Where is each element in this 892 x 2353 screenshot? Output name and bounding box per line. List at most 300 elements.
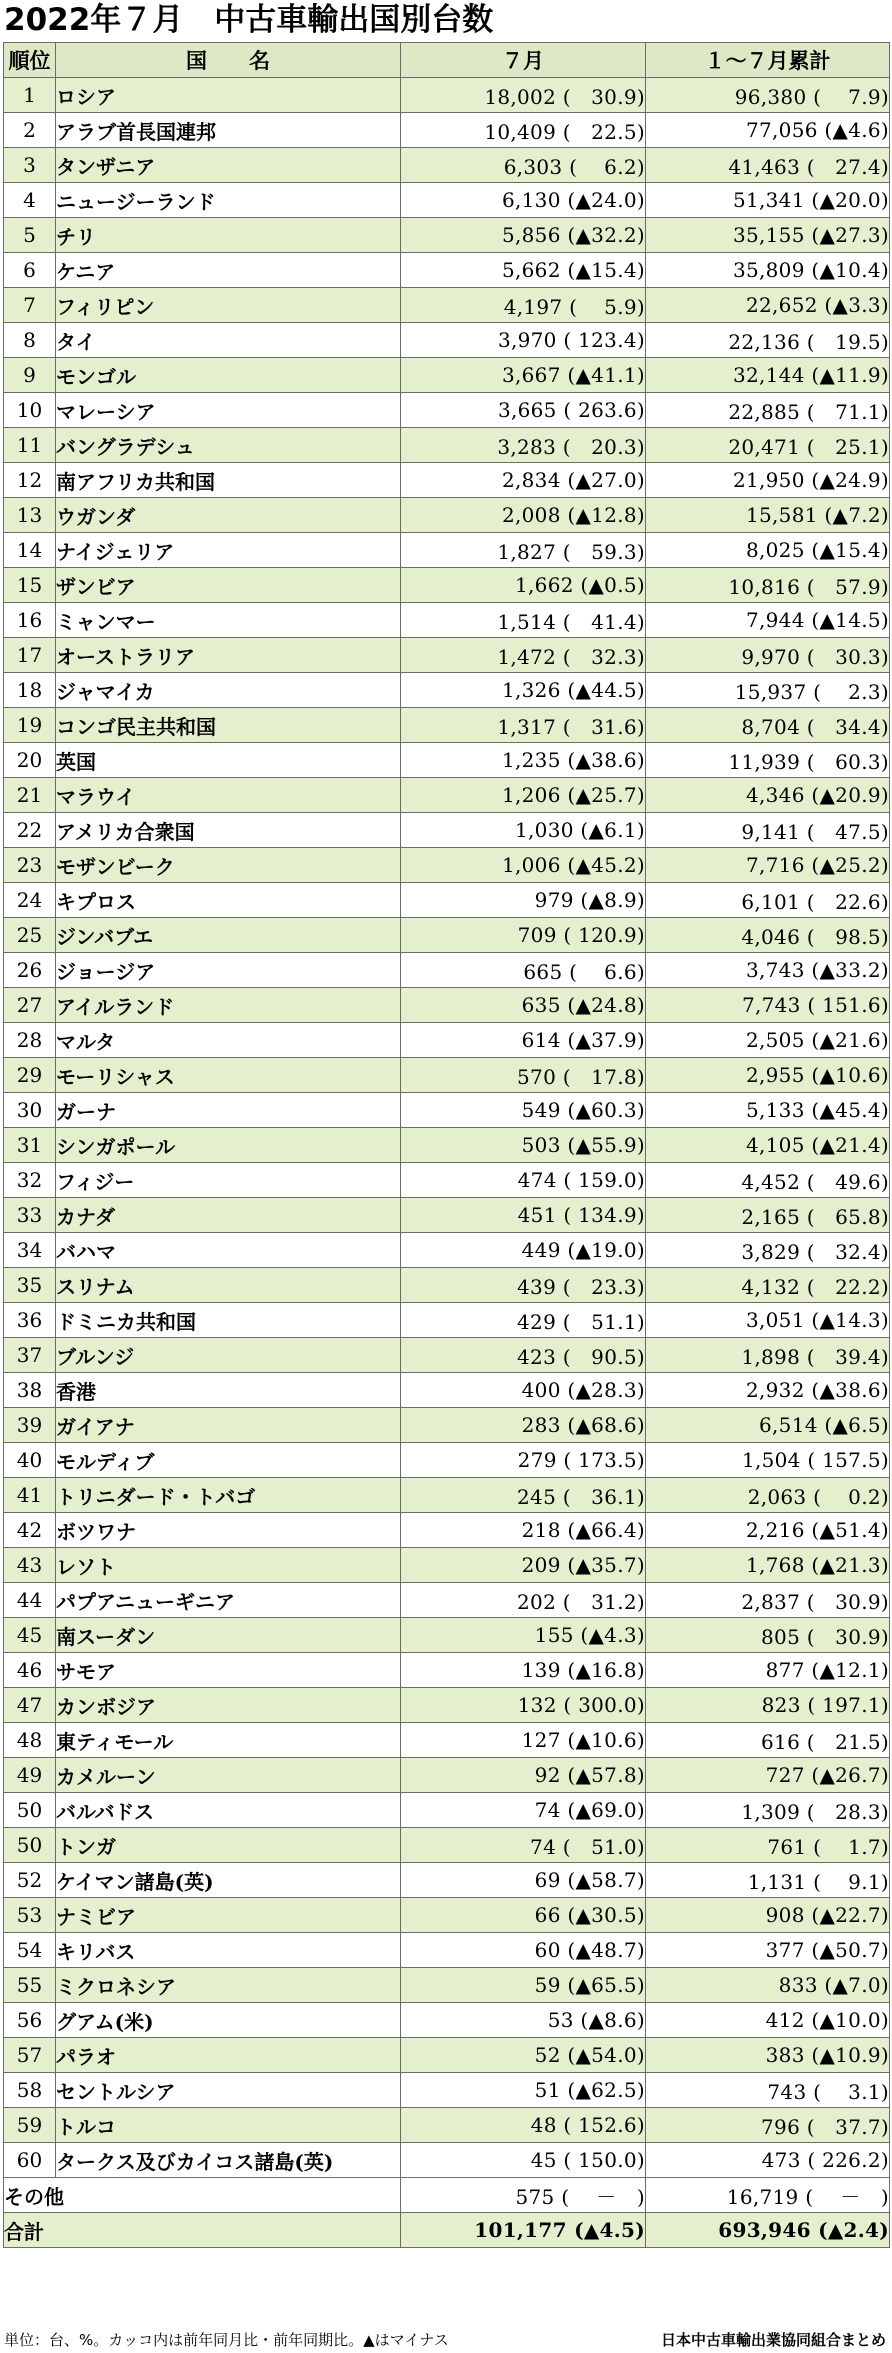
- cumulative-cell: 22,652 (▲3.3): [646, 288, 890, 323]
- rank-cell: 49: [4, 1758, 56, 1793]
- cumulative-cell: 727 (▲26.7): [646, 1758, 890, 1793]
- country-cell: ガーナ: [56, 1093, 401, 1128]
- rank-cell: 16: [4, 603, 56, 638]
- country-cell: カメルーン: [56, 1758, 401, 1793]
- table-row: [4, 568, 890, 603]
- country-cell: シンガポール: [56, 1128, 401, 1163]
- table-row: [4, 1513, 890, 1548]
- month-cell: 1,514 ( 41.4): [401, 603, 646, 638]
- country-cell: ウガンダ: [56, 498, 401, 533]
- country-cell: ナイジェリア: [56, 533, 401, 568]
- table-row: [4, 1233, 890, 1268]
- rank-cell: 59: [4, 2108, 56, 2143]
- month-cell: 1,827 ( 59.3): [401, 533, 646, 568]
- rank-cell: 13: [4, 498, 56, 533]
- table-row: [4, 988, 890, 1023]
- table-row: [4, 113, 890, 148]
- country-cell: モンゴル: [56, 358, 401, 393]
- rank-cell: 43: [4, 1548, 56, 1583]
- rank-cell: 55: [4, 1968, 56, 2003]
- month-cell: 51 (▲62.5): [401, 2073, 646, 2108]
- rank-cell: 1: [4, 78, 56, 113]
- country-cell: マラウイ: [56, 778, 401, 813]
- month-cell: 400 (▲28.3): [401, 1373, 646, 1408]
- month-cell: 218 (▲66.4): [401, 1513, 646, 1548]
- country-cell: ミャンマー: [56, 603, 401, 638]
- table-row: [4, 1828, 890, 1863]
- rank-cell: 56: [4, 2003, 56, 2038]
- rank-cell: 42: [4, 1513, 56, 1548]
- cumulative-cell: 41,463 ( 27.4): [646, 148, 890, 183]
- month-cell: 449 (▲19.0): [401, 1233, 646, 1268]
- rank-cell: 5: [4, 218, 56, 253]
- table-row: [4, 1723, 890, 1758]
- cumulative-cell: 473 ( 226.2): [646, 2143, 890, 2178]
- month-cell: 127 (▲10.6): [401, 1723, 646, 1758]
- table-row: [4, 1093, 890, 1128]
- month-cell: 69 (▲58.7): [401, 1863, 646, 1898]
- rank-cell: 48: [4, 1723, 56, 1758]
- cumulative-cell: 9,141 ( 47.5): [646, 813, 890, 848]
- rank-cell: 32: [4, 1163, 56, 1198]
- month-cell: 451 ( 134.9): [401, 1198, 646, 1233]
- rank-cell: 2: [4, 113, 56, 148]
- table-row: [4, 1863, 890, 1898]
- rank-cell: 14: [4, 533, 56, 568]
- rank-cell: 50: [4, 1793, 56, 1828]
- rank-cell: 40: [4, 1443, 56, 1478]
- country-cell: ジョージア: [56, 953, 401, 988]
- month-cell: 6,130 (▲24.0): [401, 183, 646, 218]
- country-cell: キリバス: [56, 1933, 401, 1968]
- table-row: [4, 1373, 890, 1408]
- month-cell: 1,472 ( 32.3): [401, 638, 646, 673]
- cumulative-cell: 805 ( 30.9): [646, 1618, 890, 1653]
- month-cell: 132 ( 300.0): [401, 1688, 646, 1723]
- month-cell: 423 ( 90.5): [401, 1338, 646, 1373]
- table-row: [4, 708, 890, 743]
- cumulative-cell: 2,063 ( 0.2): [646, 1478, 890, 1513]
- rank-cell: 39: [4, 1408, 56, 1443]
- others-row-cumulative: 16,719 ( － ): [646, 2178, 890, 2213]
- month-cell: 139 (▲16.8): [401, 1653, 646, 1688]
- table-row: [4, 1548, 890, 1583]
- table-row: [4, 743, 890, 778]
- month-cell: 570 ( 17.8): [401, 1058, 646, 1093]
- table-row: [4, 1058, 890, 1093]
- rank-cell: 26: [4, 953, 56, 988]
- cumulative-cell: 877 (▲12.1): [646, 1653, 890, 1688]
- rank-cell: 36: [4, 1303, 56, 1338]
- cumulative-cell: 8,704 ( 34.4): [646, 708, 890, 743]
- rank-cell: 7: [4, 288, 56, 323]
- country-cell: キプロス: [56, 883, 401, 918]
- country-cell: バングラデシュ: [56, 428, 401, 463]
- table-row: [4, 1478, 890, 1513]
- cumulative-cell: 1,898 ( 39.4): [646, 1338, 890, 1373]
- month-cell: 245 ( 36.1): [401, 1478, 646, 1513]
- country-cell: フィリピン: [56, 288, 401, 323]
- rank-cell: 50: [4, 1828, 56, 1863]
- cumulative-cell: 96,380 ( 7.9): [646, 78, 890, 113]
- table-row: [4, 1338, 890, 1373]
- table-row: [4, 183, 890, 218]
- table-row: [4, 883, 890, 918]
- country-cell: ジャマイカ: [56, 673, 401, 708]
- table-row: [4, 1758, 890, 1793]
- cumulative-cell: 1,768 (▲21.3): [646, 1548, 890, 1583]
- others-row-month: 575 ( － ): [401, 2178, 646, 2213]
- month-cell: 60 (▲48.7): [401, 1933, 646, 1968]
- rank-cell: 23: [4, 848, 56, 883]
- country-cell: バルバドス: [56, 1793, 401, 1828]
- cumulative-cell: 796 ( 37.7): [646, 2108, 890, 2143]
- country-cell: ミクロネシア: [56, 1968, 401, 2003]
- month-cell: 549 (▲60.3): [401, 1093, 646, 1128]
- cumulative-cell: 2,837 ( 30.9): [646, 1583, 890, 1618]
- table-body: [4, 78, 890, 2248]
- cumulative-cell: 11,939 ( 60.3): [646, 743, 890, 778]
- month-cell: 1,326 (▲44.5): [401, 673, 646, 708]
- rank-cell: 57: [4, 2038, 56, 2073]
- rank-cell: 44: [4, 1583, 56, 1618]
- table-row: [4, 288, 890, 323]
- month-cell: 52 (▲54.0): [401, 2038, 646, 2073]
- table-row: [4, 1968, 890, 2003]
- cumulative-cell: 761 ( 1.7): [646, 1828, 890, 1863]
- month-cell: 439 ( 23.3): [401, 1268, 646, 1303]
- month-cell: 4,197 ( 5.9): [401, 288, 646, 323]
- table-row: [4, 2073, 890, 2108]
- month-cell: 6,303 ( 6.2): [401, 148, 646, 183]
- total-row-month: 101,177 (▲4.5): [401, 2213, 646, 2248]
- rank-cell: 30: [4, 1093, 56, 1128]
- country-cell: オーストラリア: [56, 638, 401, 673]
- rank-cell: 9: [4, 358, 56, 393]
- month-cell: 2,008 (▲12.8): [401, 498, 646, 533]
- country-cell: マルタ: [56, 1023, 401, 1058]
- country-cell: トリニダード・トバゴ: [56, 1478, 401, 1513]
- country-cell: 南アフリカ共和国: [56, 463, 401, 498]
- total-row: [4, 2213, 890, 2248]
- cumulative-cell: 4,046 ( 98.5): [646, 918, 890, 953]
- country-cell: 東ティモール: [56, 1723, 401, 1758]
- table-row: [4, 218, 890, 253]
- country-cell: カナダ: [56, 1198, 401, 1233]
- cumulative-cell: 4,452 ( 49.6): [646, 1163, 890, 1198]
- cumulative-cell: 20,471 ( 25.1): [646, 428, 890, 463]
- cumulative-cell: 32,144 (▲11.9): [646, 358, 890, 393]
- rank-cell: 24: [4, 883, 56, 918]
- country-cell: アイルランド: [56, 988, 401, 1023]
- rank-cell: 31: [4, 1128, 56, 1163]
- month-cell: 74 ( 51.0): [401, 1828, 646, 1863]
- header-country: 国 名: [56, 43, 401, 78]
- month-cell: 53 (▲8.6): [401, 2003, 646, 2038]
- month-cell: 3,667 (▲41.1): [401, 358, 646, 393]
- rank-cell: 47: [4, 1688, 56, 1723]
- cumulative-cell: 10,816 ( 57.9): [646, 568, 890, 603]
- month-cell: 10,409 ( 22.5): [401, 113, 646, 148]
- table-row: [4, 2143, 890, 2178]
- cumulative-cell: 616 ( 21.5): [646, 1723, 890, 1758]
- cumulative-cell: 383 (▲10.9): [646, 2038, 890, 2073]
- table-row: [4, 1618, 890, 1653]
- rank-cell: 34: [4, 1233, 56, 1268]
- month-cell: 1,317 ( 31.6): [401, 708, 646, 743]
- rank-cell: 28: [4, 1023, 56, 1058]
- country-cell: フィジー: [56, 1163, 401, 1198]
- month-cell: 59 (▲65.5): [401, 1968, 646, 2003]
- cumulative-cell: 2,165 ( 65.8): [646, 1198, 890, 1233]
- month-cell: 665 ( 6.6): [401, 953, 646, 988]
- month-cell: 209 (▲35.7): [401, 1548, 646, 1583]
- cumulative-cell: 9,970 ( 30.3): [646, 638, 890, 673]
- table-row: [4, 673, 890, 708]
- table-row: [4, 78, 890, 113]
- page-title: 2022年７月 中古車輸出国別台数: [4, 2, 494, 38]
- month-cell: 5,856 (▲32.2): [401, 218, 646, 253]
- rank-cell: 60: [4, 2143, 56, 2178]
- rank-cell: 35: [4, 1268, 56, 1303]
- country-cell: トンガ: [56, 1828, 401, 1863]
- total-row-cumulative: 693,946 (▲2.4): [646, 2213, 890, 2248]
- table-row: [4, 1793, 890, 1828]
- cumulative-cell: 5,133 (▲45.4): [646, 1093, 890, 1128]
- country-cell: バハマ: [56, 1233, 401, 1268]
- country-cell: ドミニカ共和国: [56, 1303, 401, 1338]
- rank-cell: 21: [4, 778, 56, 813]
- country-cell: スリナム: [56, 1268, 401, 1303]
- month-cell: 1,235 (▲38.6): [401, 743, 646, 778]
- rank-cell: 17: [4, 638, 56, 673]
- header-month: ７月: [401, 43, 646, 78]
- header-row: [4, 43, 890, 78]
- cumulative-cell: 7,944 (▲14.5): [646, 603, 890, 638]
- month-cell: 1,030 (▲6.1): [401, 813, 646, 848]
- month-cell: 3,970 ( 123.4): [401, 323, 646, 358]
- table-row: [4, 2038, 890, 2073]
- country-cell: トルコ: [56, 2108, 401, 2143]
- total-row-label: 合計: [4, 2213, 401, 2248]
- country-cell: チリ: [56, 218, 401, 253]
- month-cell: 2,834 (▲27.0): [401, 463, 646, 498]
- table-row: [4, 428, 890, 463]
- table-row: [4, 253, 890, 288]
- country-cell: ロシア: [56, 78, 401, 113]
- country-cell: パプアニューギニア: [56, 1583, 401, 1618]
- table-row: [4, 498, 890, 533]
- month-cell: 429 ( 51.1): [401, 1303, 646, 1338]
- country-cell: タークス及びカイコス諸島(英): [56, 2143, 401, 2178]
- footer-note: 単位：台、%。カッコ内は前年同月比・前年同期比。▲はマイナス: [4, 2331, 449, 2349]
- rank-cell: 41: [4, 1478, 56, 1513]
- table-row: [4, 2108, 890, 2143]
- rank-cell: 45: [4, 1618, 56, 1653]
- table-row: [4, 1198, 890, 1233]
- month-cell: 635 (▲24.8): [401, 988, 646, 1023]
- month-cell: 503 (▲55.9): [401, 1128, 646, 1163]
- rank-cell: 15: [4, 568, 56, 603]
- country-cell: ニュージーランド: [56, 183, 401, 218]
- cumulative-cell: 4,132 ( 22.2): [646, 1268, 890, 1303]
- country-cell: アメリカ合衆国: [56, 813, 401, 848]
- cumulative-cell: 2,505 (▲21.6): [646, 1023, 890, 1058]
- table-row: [4, 778, 890, 813]
- month-cell: 709 ( 120.9): [401, 918, 646, 953]
- cumulative-cell: 8,025 (▲15.4): [646, 533, 890, 568]
- cumulative-cell: 3,051 (▲14.3): [646, 1303, 890, 1338]
- month-cell: 3,283 ( 20.3): [401, 428, 646, 463]
- cumulative-cell: 22,136 ( 19.5): [646, 323, 890, 358]
- table-row: [4, 533, 890, 568]
- country-cell: ケニア: [56, 253, 401, 288]
- country-cell: ガイアナ: [56, 1408, 401, 1443]
- country-cell: コンゴ民主共和国: [56, 708, 401, 743]
- country-cell: ボツワナ: [56, 1513, 401, 1548]
- cumulative-cell: 4,105 (▲21.4): [646, 1128, 890, 1163]
- rank-cell: 4: [4, 183, 56, 218]
- table-row: [4, 848, 890, 883]
- month-cell: 474 ( 159.0): [401, 1163, 646, 1198]
- header-cumulative: １～７月累計: [646, 43, 890, 78]
- footer-source: 日本中古車輸出業協同組合まとめ: [660, 2331, 886, 2349]
- month-cell: 1,006 (▲45.2): [401, 848, 646, 883]
- rank-cell: 33: [4, 1198, 56, 1233]
- month-cell: 18,002 ( 30.9): [401, 78, 646, 113]
- rank-cell: 37: [4, 1338, 56, 1373]
- country-cell: レソト: [56, 1548, 401, 1583]
- cumulative-cell: 823 ( 197.1): [646, 1688, 890, 1723]
- rank-cell: 25: [4, 918, 56, 953]
- month-cell: 92 (▲57.8): [401, 1758, 646, 1793]
- cumulative-cell: 4,346 (▲20.9): [646, 778, 890, 813]
- table-row: [4, 1898, 890, 1933]
- country-cell: ザンビア: [56, 568, 401, 603]
- country-cell: ジンバブエ: [56, 918, 401, 953]
- country-cell: タンザニア: [56, 148, 401, 183]
- month-cell: 202 ( 31.2): [401, 1583, 646, 1618]
- cumulative-cell: 1,131 ( 9.1): [646, 1863, 890, 1898]
- rank-cell: 11: [4, 428, 56, 463]
- cumulative-cell: 35,809 (▲10.4): [646, 253, 890, 288]
- table-row: [4, 1408, 890, 1443]
- country-cell: グアム(米): [56, 2003, 401, 2038]
- table-row: [4, 1688, 890, 1723]
- month-cell: 979 (▲8.9): [401, 883, 646, 918]
- rank-cell: 3: [4, 148, 56, 183]
- table-row: [4, 2003, 890, 2038]
- table-row: [4, 148, 890, 183]
- table-row: [4, 1023, 890, 1058]
- rank-cell: 18: [4, 673, 56, 708]
- month-cell: 45 ( 150.0): [401, 2143, 646, 2178]
- rank-cell: 19: [4, 708, 56, 743]
- cumulative-cell: 833 (▲7.0): [646, 1968, 890, 2003]
- cumulative-cell: 377 (▲50.7): [646, 1933, 890, 1968]
- cumulative-cell: 7,716 (▲25.2): [646, 848, 890, 883]
- rank-cell: 22: [4, 813, 56, 848]
- rank-cell: 20: [4, 743, 56, 778]
- country-cell: セントルシア: [56, 2073, 401, 2108]
- rank-cell: 53: [4, 1898, 56, 1933]
- cumulative-cell: 21,950 (▲24.9): [646, 463, 890, 498]
- rank-cell: 52: [4, 1863, 56, 1898]
- cumulative-cell: 22,885 ( 71.1): [646, 393, 890, 428]
- table-row: [4, 393, 890, 428]
- cumulative-cell: 77,056 (▲4.6): [646, 113, 890, 148]
- cumulative-cell: 6,514 (▲6.5): [646, 1408, 890, 1443]
- month-cell: 5,662 (▲15.4): [401, 253, 646, 288]
- table-row: [4, 1933, 890, 1968]
- table-row: [4, 638, 890, 673]
- table-row: [4, 1443, 890, 1478]
- cumulative-cell: 2,955 (▲10.6): [646, 1058, 890, 1093]
- cumulative-cell: 6,101 ( 22.6): [646, 883, 890, 918]
- table-row: [4, 1268, 890, 1303]
- table-row: [4, 1303, 890, 1338]
- cumulative-cell: 3,743 (▲33.2): [646, 953, 890, 988]
- rank-cell: 38: [4, 1373, 56, 1408]
- export-table: [3, 42, 890, 2248]
- table-row: [4, 1653, 890, 1688]
- month-cell: 155 (▲4.3): [401, 1618, 646, 1653]
- table-row: [4, 358, 890, 393]
- month-cell: 74 (▲69.0): [401, 1793, 646, 1828]
- month-cell: 1,206 (▲25.7): [401, 778, 646, 813]
- country-cell: ナミビア: [56, 1898, 401, 1933]
- table-row: [4, 463, 890, 498]
- month-cell: 48 ( 152.6): [401, 2108, 646, 2143]
- rank-cell: 27: [4, 988, 56, 1023]
- table-row: [4, 813, 890, 848]
- table-row: [4, 953, 890, 988]
- cumulative-cell: 412 (▲10.0): [646, 2003, 890, 2038]
- table-row: [4, 603, 890, 638]
- country-cell: モルディブ: [56, 1443, 401, 1478]
- rank-cell: 58: [4, 2073, 56, 2108]
- country-cell: 南スーダン: [56, 1618, 401, 1653]
- cumulative-cell: 1,309 ( 28.3): [646, 1793, 890, 1828]
- month-cell: 1,662 (▲0.5): [401, 568, 646, 603]
- cumulative-cell: 51,341 (▲20.0): [646, 183, 890, 218]
- country-cell: モーリシャス: [56, 1058, 401, 1093]
- cumulative-cell: 908 (▲22.7): [646, 1898, 890, 1933]
- table-row: [4, 323, 890, 358]
- rank-cell: 6: [4, 253, 56, 288]
- table-row: [4, 1163, 890, 1198]
- cumulative-cell: 2,216 (▲51.4): [646, 1513, 890, 1548]
- month-cell: 614 (▲37.9): [401, 1023, 646, 1058]
- cumulative-cell: 35,155 (▲27.3): [646, 218, 890, 253]
- month-cell: 279 ( 173.5): [401, 1443, 646, 1478]
- rank-cell: 12: [4, 463, 56, 498]
- table-row: [4, 1583, 890, 1618]
- month-cell: 283 (▲68.6): [401, 1408, 646, 1443]
- country-cell: 香港: [56, 1373, 401, 1408]
- country-cell: 英国: [56, 743, 401, 778]
- country-cell: ケイマン諸島(英): [56, 1863, 401, 1898]
- rank-cell: 54: [4, 1933, 56, 1968]
- cumulative-cell: 1,504 ( 157.5): [646, 1443, 890, 1478]
- cumulative-cell: 3,829 ( 32.4): [646, 1233, 890, 1268]
- rank-cell: 46: [4, 1653, 56, 1688]
- country-cell: パラオ: [56, 2038, 401, 2073]
- cumulative-cell: 743 ( 3.1): [646, 2073, 890, 2108]
- country-cell: ブルンジ: [56, 1338, 401, 1373]
- country-cell: アラブ首長国連邦: [56, 113, 401, 148]
- table-row: [4, 1128, 890, 1163]
